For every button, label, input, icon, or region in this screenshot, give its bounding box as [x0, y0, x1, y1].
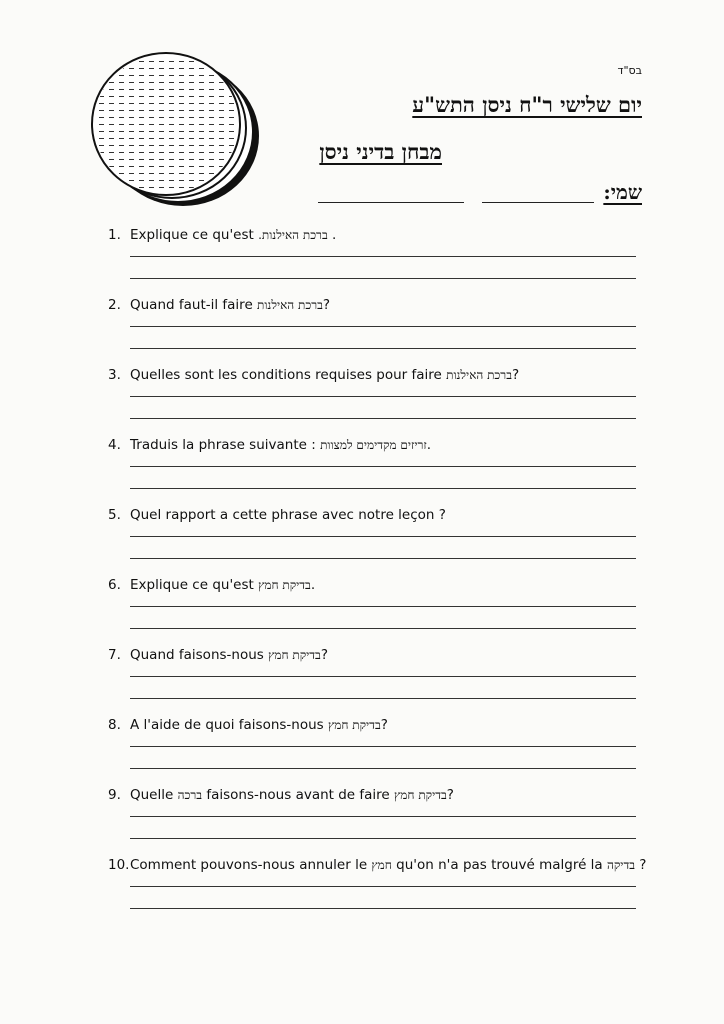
answer-line[interactable]: [130, 488, 636, 489]
question-item: [108, 436, 638, 454]
answer-line[interactable]: [130, 348, 636, 349]
question-punctuation: .: [426, 437, 432, 453]
hebrew-term: חמץ: [371, 858, 392, 872]
question-item: [108, 506, 638, 524]
question-text: [108, 296, 638, 314]
matzah-stack-illustration: [88, 44, 264, 214]
question-text-part: A l'aide de quoi faisons-nous: [130, 717, 328, 733]
hebrew-term: ברכת האילנות: [257, 298, 323, 312]
question-number: 8.: [108, 717, 121, 733]
question-punctuation: ?: [380, 717, 388, 733]
question-text-part: qu'on n'a pas trouvé malgré la: [391, 857, 607, 873]
hebrew-term: זריזים מקדימים למצוות: [320, 438, 427, 452]
question-item: [108, 646, 638, 664]
answer-line[interactable]: [130, 768, 636, 769]
answer-line[interactable]: [130, 418, 636, 419]
question-number: 10.: [108, 857, 130, 873]
date-title: יום שלישי ר"ח ניסן התש"ע: [412, 92, 642, 117]
question-text: [108, 226, 638, 244]
hebrew-term: בדיקת חמץ: [258, 578, 311, 592]
question-punctuation: ?: [320, 647, 329, 663]
question-item: [108, 716, 638, 734]
question-punctuation: .: [327, 227, 337, 243]
question-number: 1.: [108, 227, 121, 243]
hebrew-term: ברכת האילנות: [446, 368, 512, 382]
question-item: [108, 226, 638, 244]
question-number: 2.: [108, 297, 121, 313]
hebrew-term: בדיקת חמץ: [328, 718, 381, 732]
question-item: [108, 296, 638, 314]
question-number: 6.: [108, 577, 121, 593]
question-text-part: Quelles sont les conditions requises pour faire: [130, 367, 447, 383]
answer-line[interactable]: [130, 256, 636, 257]
question-text: [108, 506, 638, 524]
question-item: [108, 786, 638, 804]
answer-line[interactable]: [130, 558, 636, 559]
name-field-line[interactable]: [318, 202, 464, 203]
question-punctuation: .: [310, 577, 316, 593]
answer-line[interactable]: [130, 698, 636, 699]
hebrew-term: בדיקה: [606, 858, 636, 872]
question-text-part: Quel rapport a cette phrase avec notre leçon ?: [130, 507, 446, 523]
name-label: שמי:: [603, 180, 642, 204]
answer-line[interactable]: [130, 908, 636, 909]
answer-line[interactable]: [130, 326, 636, 327]
question-punctuation: ?: [635, 857, 647, 873]
name-field-line[interactable]: [482, 202, 594, 203]
question-item: [108, 576, 638, 594]
question-text-part: Explique ce qu'est: [130, 577, 259, 593]
question-text-part: faisons-nous avant de faire: [202, 787, 395, 803]
question-text-part: Quelle: [130, 787, 178, 803]
hebrew-term: בדיקת חמץ: [268, 648, 321, 662]
question-text: [108, 436, 638, 454]
question-text-part: Quand faisons-nous: [130, 647, 269, 663]
answer-line[interactable]: [130, 466, 636, 467]
answer-line[interactable]: [130, 676, 636, 677]
question-item: [108, 366, 638, 384]
answer-line[interactable]: [130, 886, 636, 887]
answer-line[interactable]: [130, 816, 636, 817]
question-punctuation: ?: [446, 787, 454, 803]
answer-line[interactable]: [130, 746, 636, 747]
answer-line[interactable]: [130, 536, 636, 537]
answer-line[interactable]: [130, 838, 636, 839]
question-text: [108, 716, 638, 734]
question-number: 9.: [108, 787, 121, 803]
question-text-part: Explique ce qu'est: [130, 227, 259, 243]
answer-line[interactable]: [130, 606, 636, 607]
exam-title: מבחן בדיני ניסן: [319, 139, 442, 164]
question-item: [108, 856, 647, 874]
question-text-part: Comment pouvons-nous annuler le: [130, 857, 372, 873]
question-text: [108, 366, 638, 384]
question-text-part: Quand faut-il faire: [130, 297, 258, 313]
answer-line[interactable]: [130, 396, 636, 397]
hebrew-term: ברכה: [177, 788, 203, 802]
question-text-part: Traduis la phrase suivante :: [130, 437, 321, 453]
question-punctuation: ?: [511, 367, 520, 383]
question-number: 5.: [108, 507, 121, 523]
question-text: [108, 646, 638, 664]
question-text: [108, 786, 638, 804]
bsd-mark: בס"ד: [617, 64, 642, 77]
question-number: 4.: [108, 437, 121, 453]
answer-line[interactable]: [130, 628, 636, 629]
question-punctuation: ?: [322, 297, 331, 313]
question-text: [108, 576, 638, 594]
answer-line[interactable]: [130, 278, 636, 279]
question-number: 3.: [108, 367, 121, 383]
question-number: 7.: [108, 647, 121, 663]
hebrew-term: בדיקת חמץ: [394, 788, 447, 802]
hebrew-term: ברכת האילנות.: [258, 228, 328, 242]
name-row: [312, 180, 642, 206]
question-text: [108, 856, 647, 874]
